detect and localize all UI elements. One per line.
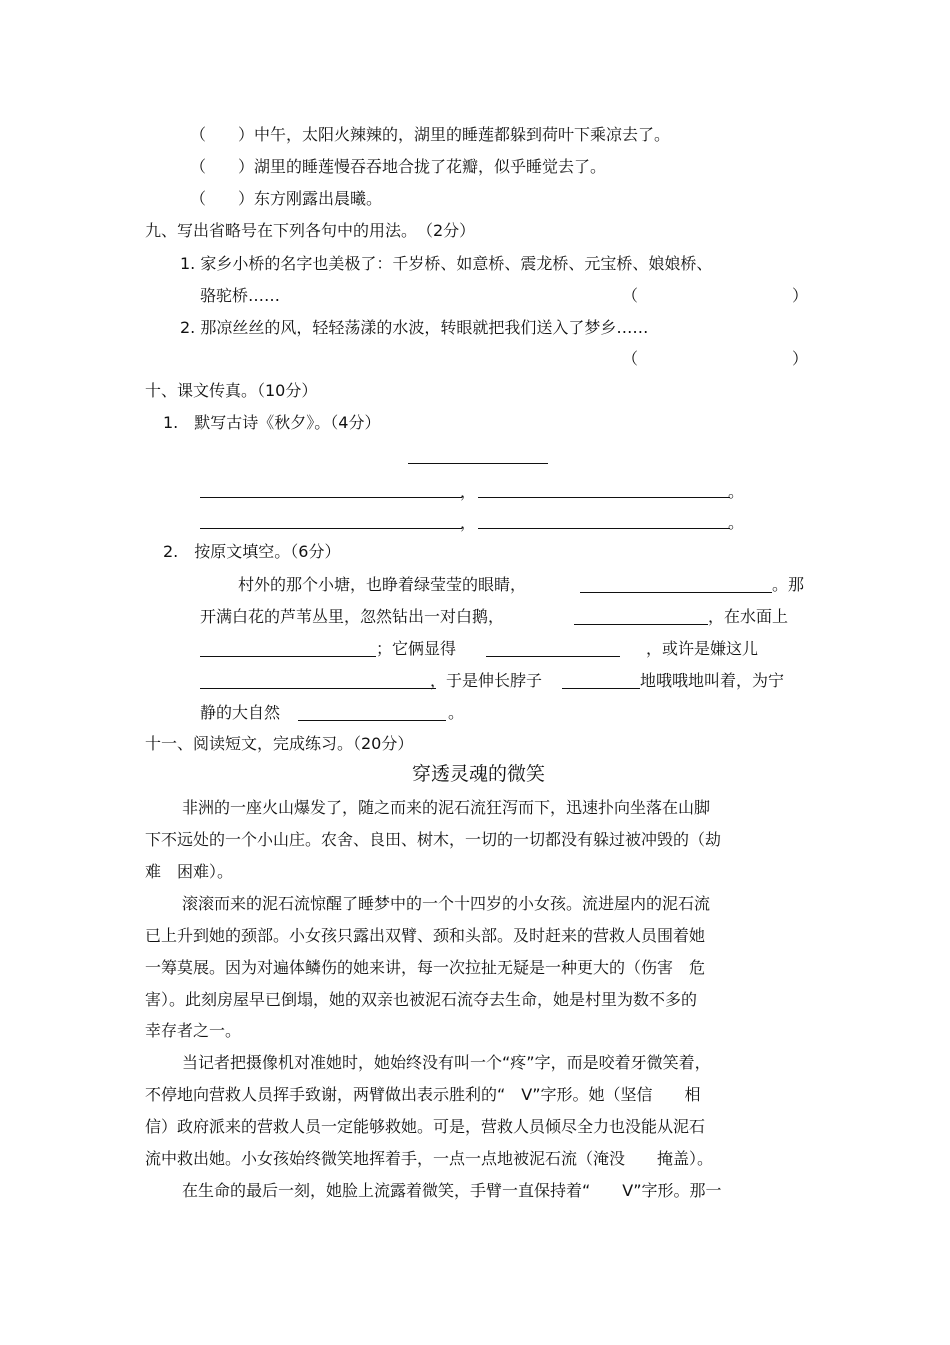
period: 。 <box>728 482 745 501</box>
passage-title: 穿透灵魂的微笑 <box>412 763 546 785</box>
fill-line-1: 村外的那个小塘，也睁着绿莹莹的眼睛， <box>238 575 527 594</box>
passage-line: 害）。此刻房屋早已倒塌，她的双亲也被泥石流夺去生命，她是村里为数不多的 <box>145 990 698 1009</box>
comma: ， <box>460 482 477 501</box>
passage-line: 滚滚而来的泥石流惊醒了睡梦中的一个十四岁的小女孩。流进屋内的泥石流 <box>182 894 711 913</box>
passage-line: 已上升到她的颈部。小女孩只露出双臂、颈和头部。及时赶来的营救人员围着她 <box>145 926 706 945</box>
fill-line-3-end: ，或许是嫌这儿 <box>646 639 759 658</box>
comma: ， <box>460 513 477 532</box>
passage-line: 当记者把摄像机对准她时，她始终没有叫一个“疼”字，而是咬着牙微笑着， <box>182 1053 711 1072</box>
fill-line-4-end: 地哦哦地叫着，为宁 <box>640 671 785 690</box>
answer-open-paren: （ <box>622 286 639 305</box>
q10-part-2: 2. 按原文填空。（6分） <box>163 542 341 561</box>
q10-heading: 十、课文传真。（10分） <box>145 381 318 400</box>
answer-close-paren: ） <box>792 349 809 368</box>
q8-item-3: （ ）东方刚露出晨曦。 <box>190 189 383 208</box>
passage-line: 非洲的一座火山爆发了，随之而来的泥石流狂泻而下，迅速扑向坐落在山脚 <box>182 798 711 817</box>
q9-sentence-2: 2. 那凉丝丝的风，轻轻荡漾的水波，转眼就把我们送入了梦乡…… <box>180 318 649 337</box>
fill-blank-3[interactable] <box>200 656 376 657</box>
passage-line: 一筹莫展。因为对遍体鳞伤的她来讲，每一次拉扯无疑是一种更大的（伤害 危 <box>145 958 706 977</box>
poem-title-blank[interactable] <box>408 463 548 464</box>
passage-line: 信）政府派来的营救人员一定能够救她。可是，营救人员倾尽全力也没能从泥石 <box>145 1117 706 1136</box>
q8-item-2: （ ）湖里的睡莲慢吞吞地合拢了花瓣，似乎睡觉去了。 <box>190 157 607 176</box>
passage-line: 在生命的最后一刻，她脸上流露着微笑，手臂一直保持着“ V”字形。那一 <box>182 1181 722 1200</box>
poem-line-3-blank[interactable] <box>200 528 462 529</box>
period: 。 <box>728 513 745 532</box>
fill-blank-6[interactable] <box>562 688 640 689</box>
fill-line-1-end: 。那 <box>772 575 805 594</box>
answer-open-paren: （ <box>622 349 639 368</box>
q9-heading: 九、写出省略号在下列各句中的用法。 （2分） <box>145 221 476 240</box>
q11-heading: 十一、阅读短文，完成练习。（20分） <box>145 734 414 753</box>
fill-line-3-mid: ；它俩显得 <box>376 639 457 658</box>
poem-line-2-blank[interactable] <box>478 497 730 498</box>
fill-line-4-mid: ，于是伸长脖子 <box>430 671 543 690</box>
passage-line: 难 困难）。 <box>145 862 234 881</box>
fill-blank-7[interactable] <box>298 720 446 721</box>
q9-sentence-1-line-2: 骆驼桥…… <box>200 286 281 305</box>
fill-blank-1[interactable] <box>580 592 772 593</box>
fill-line-2: 开满白花的芦苇丛里，忽然钻出一对白鹅， <box>200 607 505 626</box>
fill-blank-5[interactable] <box>200 688 436 689</box>
q10-part-1: 1. 默写古诗《秋夕》。（4分） <box>163 413 381 432</box>
poem-line-4-blank[interactable] <box>478 528 730 529</box>
passage-line: 不停地向营救人员挥手致谢，两臂做出表示胜利的“ V”字形。她（坚信 相 <box>145 1085 701 1104</box>
q9-sentence-1-line-1: 1. 家乡小桥的名字也美极了：千岁桥、如意桥、震龙桥、元宝桥、娘娘桥、 <box>180 254 713 273</box>
fill-blank-2[interactable] <box>574 624 708 625</box>
q8-item-1: （ ）中午，太阳火辣辣的，湖里的睡莲都躲到荷叶下乘凉去了。 <box>190 125 671 144</box>
fill-line-5-end: 。 <box>448 703 465 722</box>
fill-line-5: 静的大自然 <box>200 703 281 722</box>
fill-blank-4[interactable] <box>486 656 620 657</box>
poem-line-1-blank[interactable] <box>200 497 462 498</box>
answer-close-paren: ） <box>792 286 809 305</box>
passage-line: 流中救出她。小女孩始终微笑地挥着手，一点一点地被泥石流（淹没 掩盖）。 <box>145 1149 714 1168</box>
passage-line: 幸存者之一。 <box>145 1021 242 1040</box>
fill-line-2-end: ，在水面上 <box>708 607 789 626</box>
passage-line: 下不远处的一个小山庄。农舍、良田、树木，一切的一切都没有躲过被冲毁的（劫 <box>145 830 722 849</box>
